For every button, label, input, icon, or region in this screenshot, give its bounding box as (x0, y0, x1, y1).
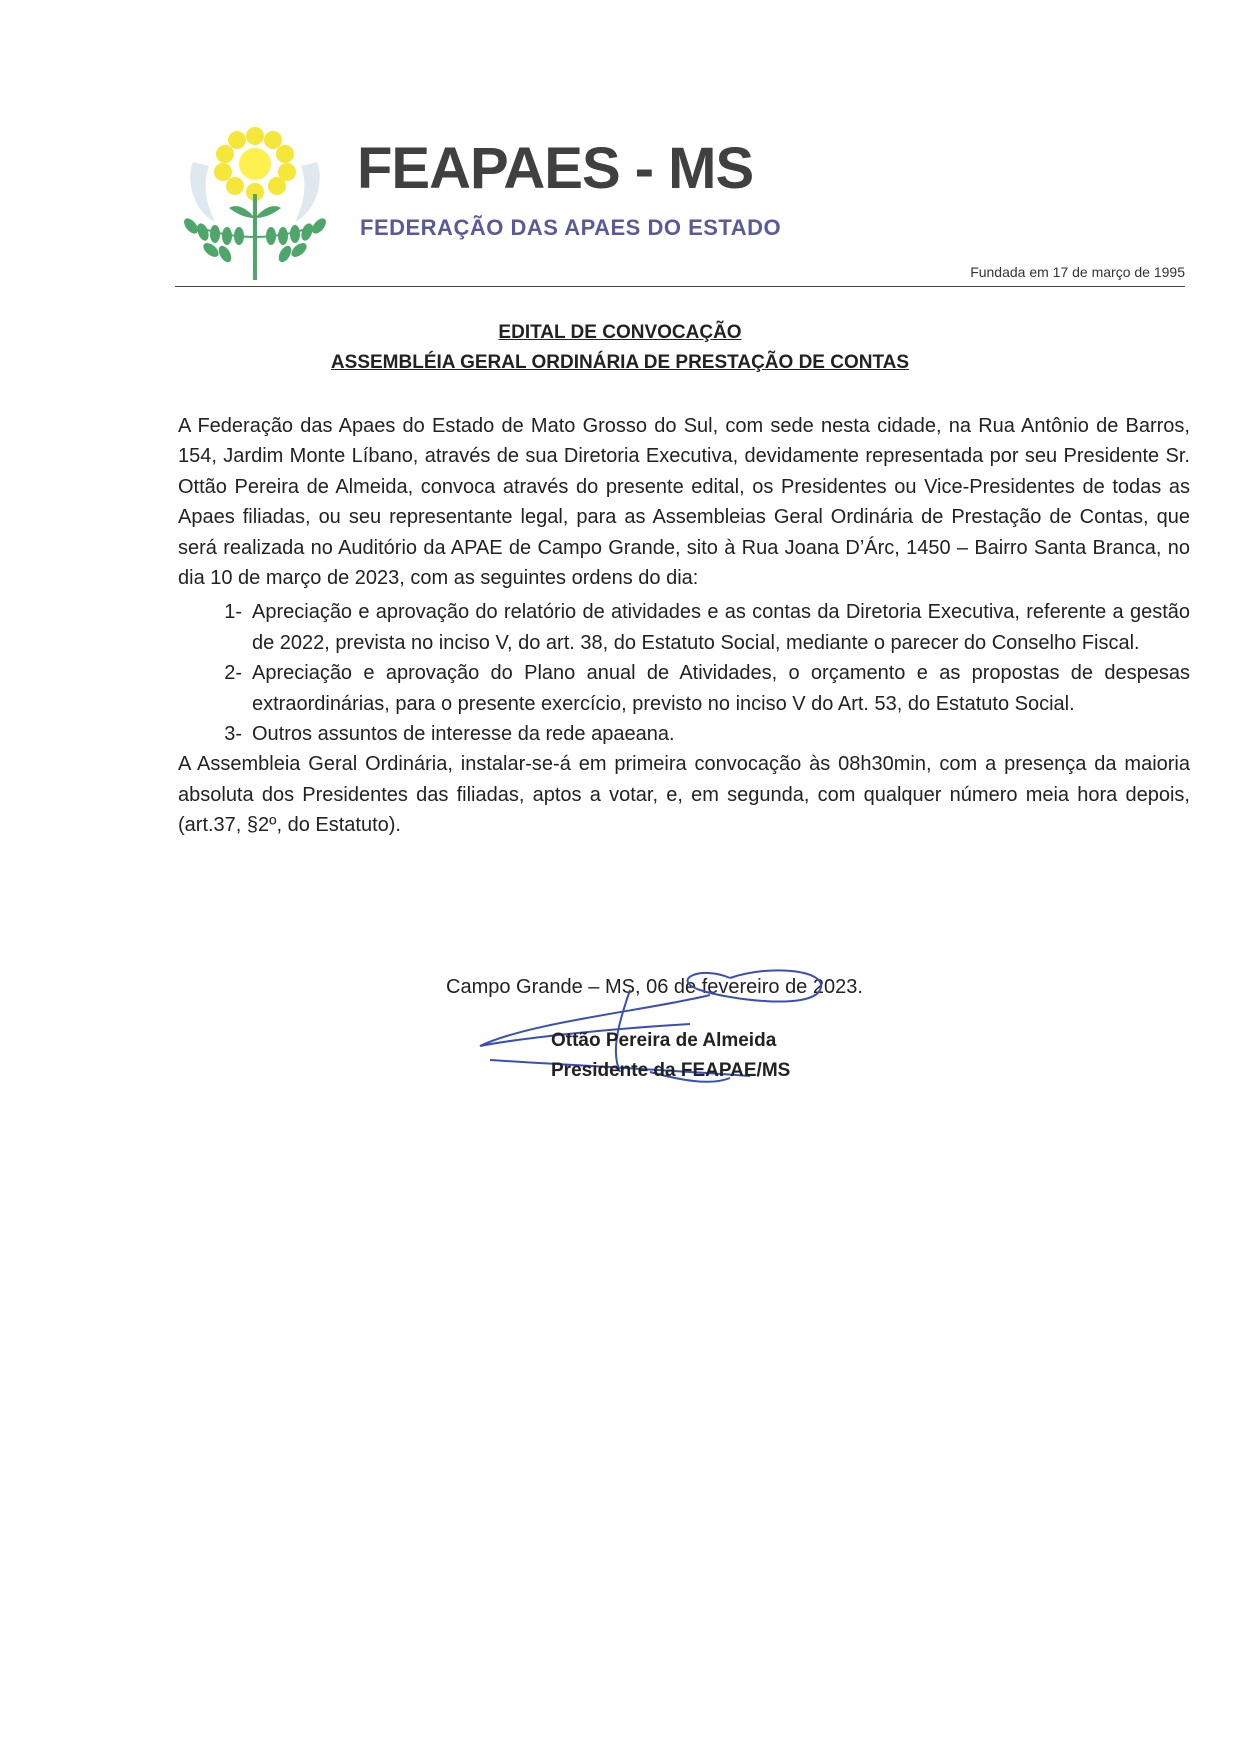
document-title-block (0, 318, 1240, 378)
signatory-name: Ottão Pereira de Almeida (551, 1030, 777, 1051)
agenda-list (178, 597, 1190, 749)
place-date: Campo Grande – MS, 06 de fevereiro de 2023. (446, 976, 863, 998)
org-acronym: FEAPAES - MS (357, 136, 754, 201)
sunflower-hands-logo (175, 122, 335, 282)
signatory-role: Presidente da FEAPAE/MS (551, 1060, 791, 1081)
agenda-number: 1- (224, 601, 242, 624)
agenda-text: Apreciação e aprovação do relatório de atividades e as contas da Diretoria Executiva, referente a gestão de 2022, prevista no inciso V, do art. 38, do Estatuto Social, mediante o parecer do Conselho Fiscal. (252, 601, 1190, 654)
agenda-item (178, 658, 1190, 719)
header-divider (175, 286, 1185, 287)
agenda-item (178, 719, 1190, 749)
org-name: FEDERAÇÃO DAS APAES DO ESTADO (360, 215, 782, 240)
document-body (178, 411, 1190, 841)
closing-paragraph: A Assembleia Geral Ordinária, instalar-se-á em primeira convocação às 08h30min, com a presença da maioria absoluta dos Presidentes das filiadas, aptos a votar, e, em segunda, com qualquer número meia hora depois, (art.37, §2º, do Estatuto). (178, 753, 1190, 837)
document-title: EDITAL DE CONVOCAÇÃO (498, 322, 742, 343)
agenda-item (178, 597, 1190, 658)
agenda-text: Apreciação e aprovação do Plano anual de Atividades, o orçamento e as propostas de despesas extraordinárias, para o presente exercício, previsto no inciso V do Art. 53, do Estatuto Social. (252, 662, 1190, 715)
letterhead (175, 118, 1185, 288)
agenda-number: 3- (224, 723, 242, 746)
agenda-text: Outros assuntos de interesse da rede apaeana. (252, 723, 675, 746)
document-subtitle: ASSEMBLÉIA GERAL ORDINÁRIA DE PRESTAÇÃO DE CONTAS (330, 352, 910, 373)
intro-paragraph: A Federação das Apaes do Estado de Mato Grosso do Sul, com sede nesta cidade, na Rua Antônio de Barros, 154, Jardim Monte Líbano, através de sua Diretoria Executiva, devidamente representada por seu Presidente Sr. Ottão Pereira de Almeida, convoca através do presente edital, os Presidentes ou Vice-Presidentes de todas as Apaes filiadas, ou seu representante legal, para as Assembleias Geral Ordinária de Prestação de Contas, que será realizada no Auditório da APAE de Campo Grande, sito à Rua Joana D’Árc, 1450 – Bairro Santa Branca, no dia 10 de março de 2023, com as seguintes ordens do dia: (178, 415, 1190, 590)
founded-date: Fundada em 17 de março de 1995 (970, 264, 1185, 280)
agenda-number: 2- (224, 662, 242, 685)
